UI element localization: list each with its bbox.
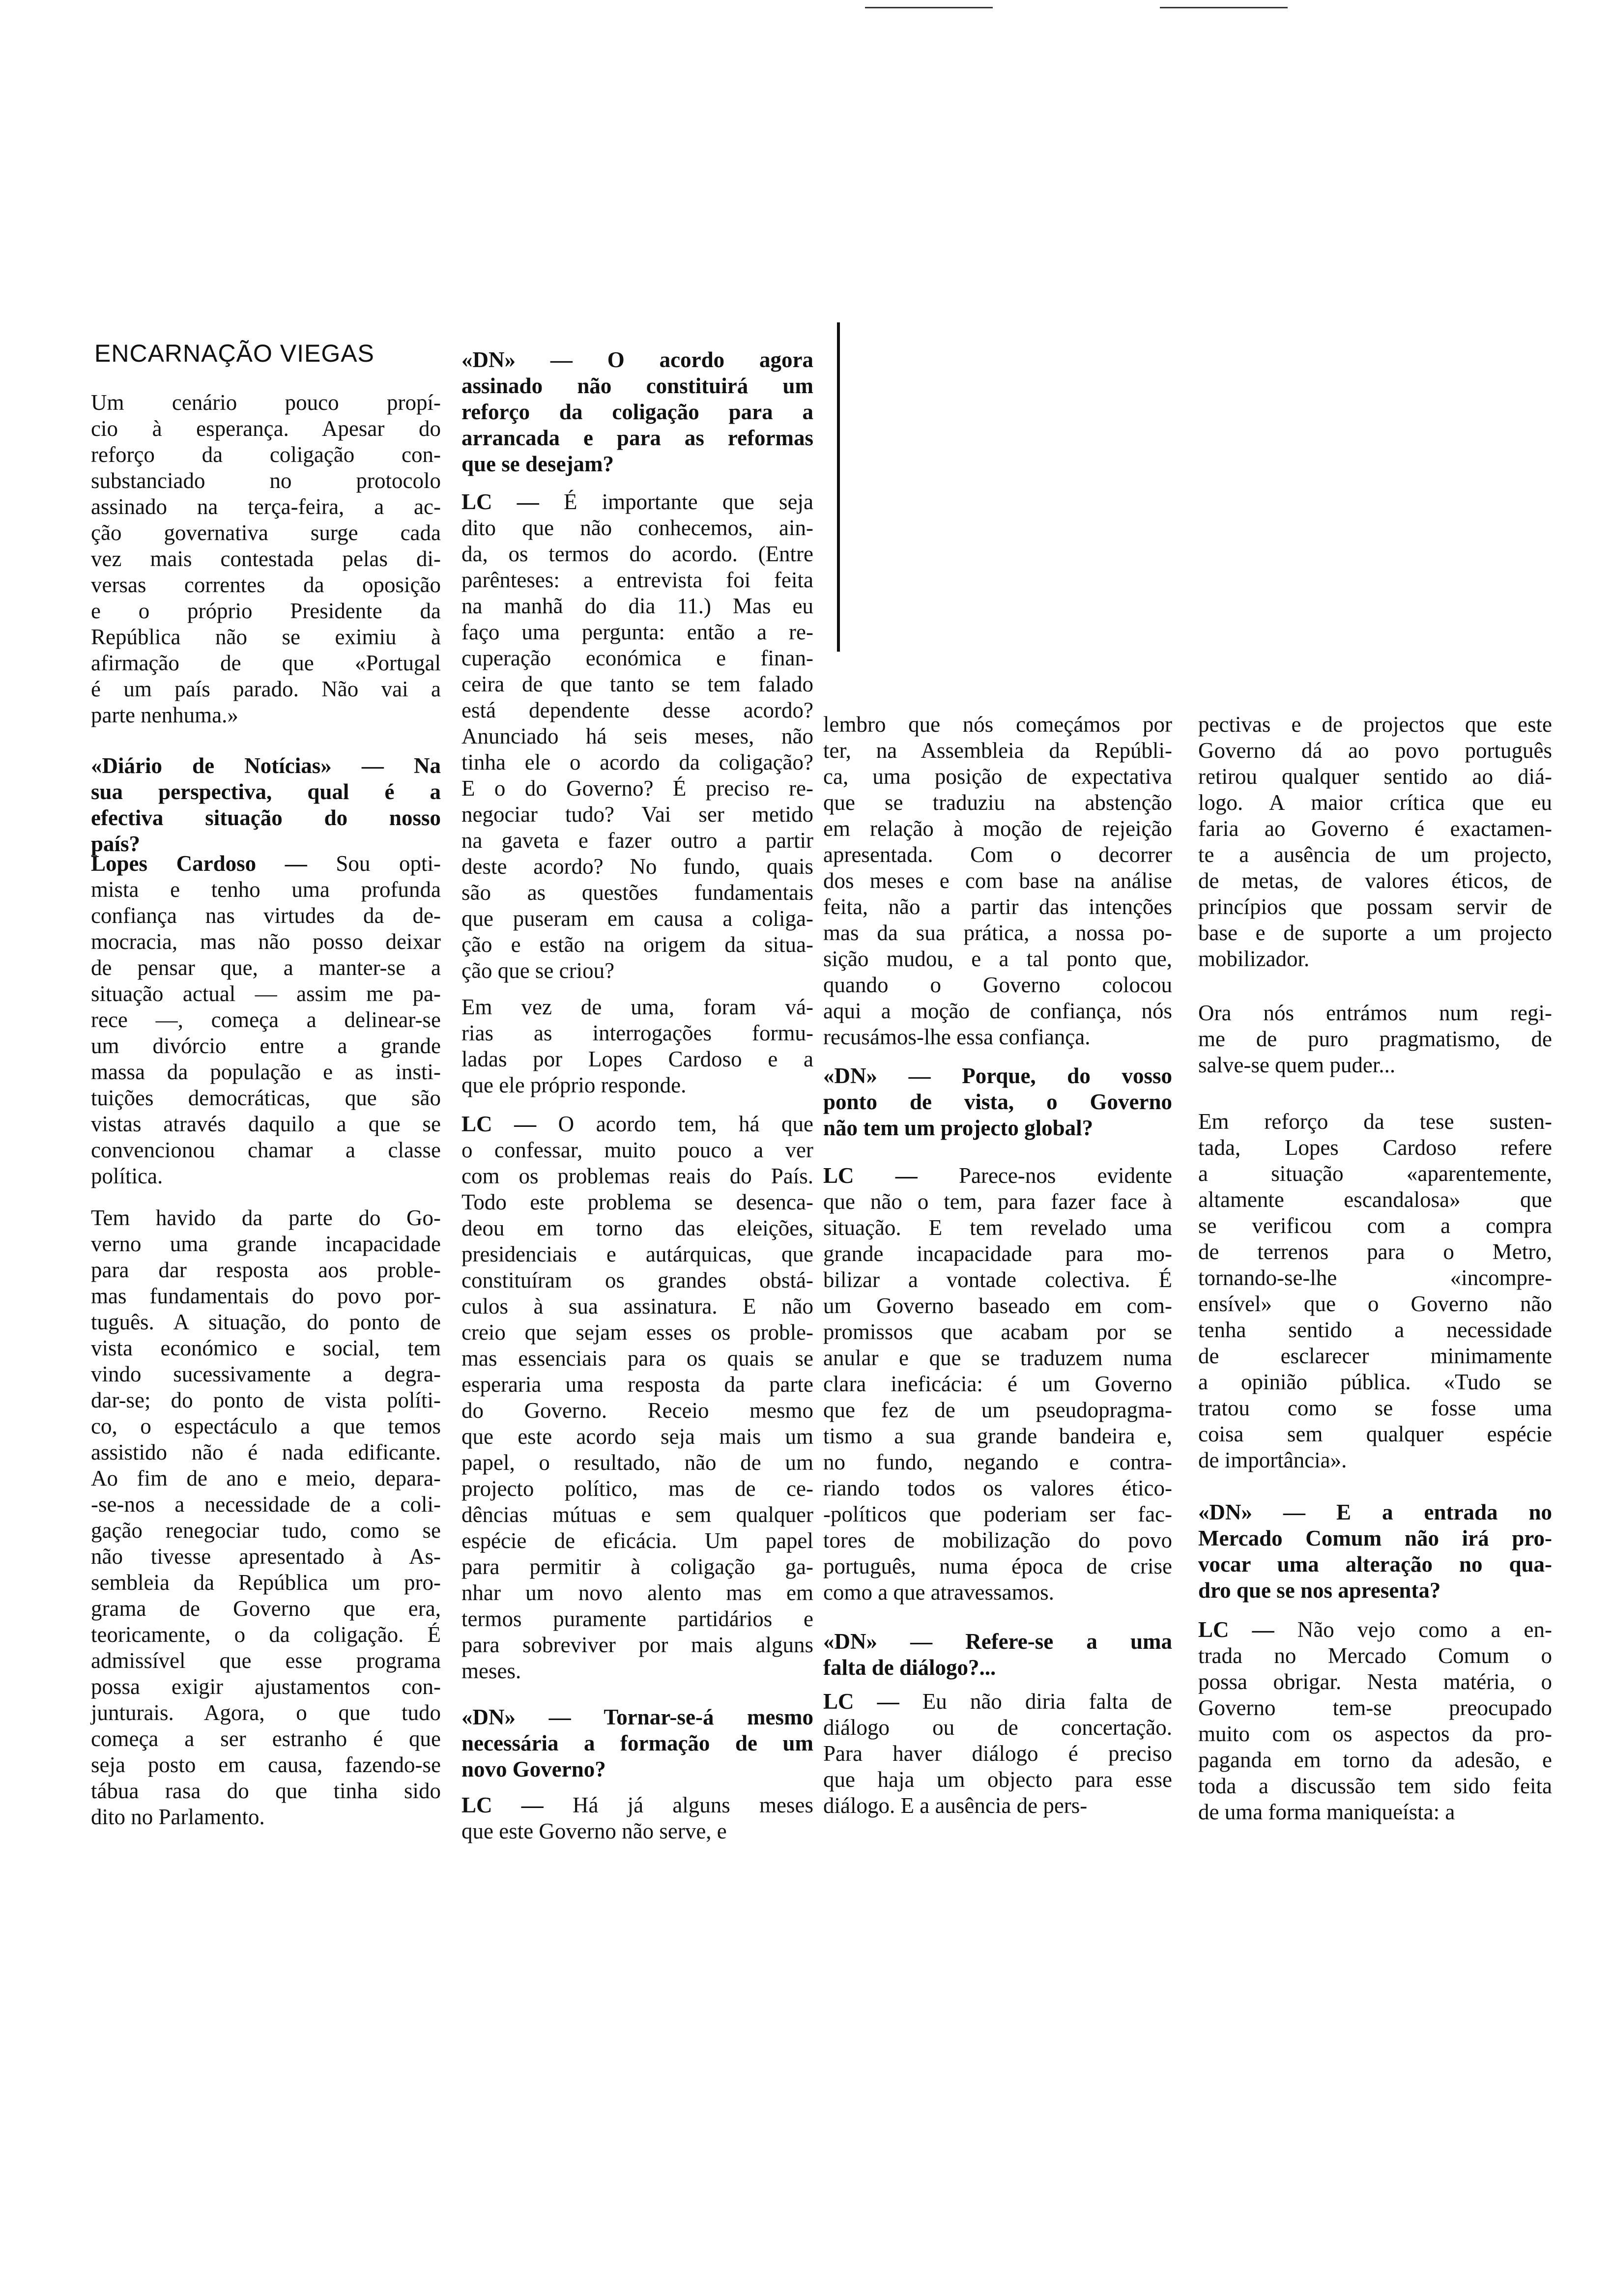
article-paragraph — [1198, 712, 1552, 972]
article-paragraph — [1198, 1109, 1552, 1473]
text-line: convencionou chamar a classe — [91, 1138, 441, 1162]
text-line: «Diário de Notícias» — Na — [91, 753, 441, 778]
text-line: português, numa época de crise — [823, 1554, 1172, 1578]
interview-question — [91, 753, 441, 857]
text-line: «DN» — O acordo agora — [461, 347, 813, 372]
text-line: tismo a sua grande bandeira e, — [823, 1424, 1172, 1448]
text-line: a opinião pública. «Tudo se — [1198, 1370, 1552, 1394]
text-line: admissível que esse programa — [91, 1648, 441, 1673]
text-line: que puseram em causa a coliga- — [461, 906, 813, 931]
interview-question — [461, 347, 813, 477]
text-line: seja posto em causa, fazendo-se — [91, 1752, 441, 1777]
text-line: dar-se; do ponto de vista políti- — [91, 1388, 441, 1412]
text-line: necessária a formação de um — [461, 1731, 813, 1755]
speaker-label: LC — — [823, 1689, 899, 1714]
text-line: toda a discussão tem sido feita — [1198, 1774, 1552, 1798]
text-line: altamente escandalosa» que — [1198, 1187, 1552, 1212]
article-paragraph — [91, 851, 441, 1189]
text-line: de esclarecer minimamente — [1198, 1344, 1552, 1368]
article-paragraph — [823, 712, 1172, 1050]
text-line: tenha sentido a necessidade — [1198, 1318, 1552, 1342]
text-line: novo Governo? — [461, 1757, 606, 1781]
text-line: Para haver diálogo é preciso — [823, 1741, 1172, 1766]
article-paragraph — [1198, 1617, 1552, 1825]
text-line: substanciado no protocolo — [91, 468, 441, 493]
text-line — [823, 1689, 1172, 1715]
text-line: ção que se criou? — [461, 958, 615, 983]
text-line: como a que atravessamos. — [823, 1580, 1054, 1605]
text-line: diálogo ou de concertação. — [823, 1715, 1172, 1740]
text-line: pectivas e de projectos que este — [1198, 712, 1552, 737]
text-line-content: Há já alguns meses — [543, 1793, 813, 1817]
text-line — [1198, 1617, 1552, 1643]
text-line: gação renegociar tudo, como se — [91, 1518, 441, 1543]
text-line: ensível» que o Governo não — [1198, 1292, 1552, 1316]
text-line: possa obrigar. Nesta matéria, o — [1198, 1669, 1552, 1694]
article-paragraph — [461, 489, 813, 984]
text-line: dências mútuas e sem qualquer — [461, 1502, 813, 1527]
text-line: clara ineficácia: é um Governo — [823, 1372, 1172, 1396]
text-line: co, o espectáculo a que temos — [91, 1414, 441, 1438]
text-line: um divórcio entre a grande — [91, 1033, 441, 1058]
text-line: papel, o resultado, não de um — [461, 1450, 813, 1475]
text-line: «DN» — Porque, do vosso — [823, 1063, 1172, 1088]
text-line: rece —, começa a delinear-se — [91, 1007, 441, 1032]
text-line: é um país parado. Não vai a — [91, 677, 441, 701]
speaker-label: LC — — [461, 1112, 537, 1136]
text-line: retirou qualquer sentido ao diá- — [1198, 764, 1552, 789]
text-line: vistas através daquilo a que se — [91, 1112, 441, 1136]
text-line: lembro que nós começámos por — [823, 712, 1172, 737]
text-line: diálogo. E a ausência de pers- — [823, 1793, 1088, 1818]
text-line: está dependente desse acordo? — [461, 698, 813, 722]
text-line — [823, 1163, 1172, 1189]
text-line: parte nenhuma.» — [91, 703, 238, 727]
text-line: teoricamente, o da coligação. É — [91, 1622, 441, 1647]
text-line: me de puro pragmatismo, de — [1198, 1027, 1552, 1051]
text-line: vindo sucessivamente a degra- — [91, 1362, 441, 1386]
text-line: que este Governo não serve, e — [461, 1819, 727, 1843]
text-line: que fez de um pseudopragma- — [823, 1398, 1172, 1422]
text-line: mobilizador. — [1198, 947, 1310, 971]
article-paragraph — [91, 1205, 441, 1830]
text-line: paganda em torno da adesão, e — [1198, 1748, 1552, 1772]
text-line: tada, Lopes Cardoso refere — [1198, 1135, 1552, 1160]
text-line: recusámos-lhe essa confiança. — [823, 1025, 1091, 1049]
text-line: ção e estão na origem da situa- — [461, 932, 813, 957]
text-line: espécie de eficácia. Um papel — [461, 1528, 813, 1553]
text-line: nhar um novo alento mas em — [461, 1580, 813, 1605]
text-line: que haja um objecto para esse — [823, 1767, 1172, 1792]
text-line: projecto político, mas de ce- — [461, 1476, 813, 1501]
text-line: mas fundamentais do povo por- — [91, 1284, 441, 1308]
text-line: versas correntes da oposição — [91, 573, 441, 597]
text-line: Um cenário pouco propí- — [91, 390, 441, 415]
text-line: «DN» — E a entrada no — [1198, 1500, 1552, 1524]
text-line: ladas por Lopes Cardoso e a — [461, 1047, 813, 1071]
text-line: a situação «aparentemente, — [1198, 1161, 1552, 1186]
text-line: deste acordo? No fundo, quais — [461, 854, 813, 879]
text-line-content: É importante que seja — [539, 489, 813, 514]
text-line: para dar resposta aos proble- — [91, 1258, 441, 1282]
text-line: faço uma pergunta: então a re- — [461, 620, 813, 644]
text-line: de terrenos para o Metro, — [1198, 1239, 1552, 1264]
text-line: presidenciais e autárquicas, que — [461, 1242, 813, 1266]
article-paragraph — [461, 994, 813, 1098]
text-line: do Governo. Receio mesmo — [461, 1398, 813, 1423]
text-line: que ele próprio responde. — [461, 1073, 687, 1097]
text-line: muito com os aspectos da pro- — [1198, 1722, 1552, 1746]
text-line: termos puramente partidários e — [461, 1607, 813, 1631]
text-line: constituíram os grandes obstá- — [461, 1268, 813, 1292]
text-line: de importância». — [1198, 1448, 1347, 1472]
text-line: são as questões fundamentais — [461, 880, 813, 905]
text-line: vocar uma alteração no qua- — [1198, 1552, 1552, 1577]
text-line: Governo dá ao povo português — [1198, 738, 1552, 763]
text-line: coisa sem qualquer espécie — [1198, 1422, 1552, 1446]
text-line: mocracia, mas não posso deixar — [91, 929, 441, 954]
text-line: anular e que se traduzem numa — [823, 1346, 1172, 1370]
text-line: Ao fim de ano e meio, depara- — [91, 1466, 441, 1491]
interview-question — [823, 1063, 1172, 1141]
text-line: de metas, de valores éticos, de — [1198, 868, 1552, 893]
text-line: -se-nos a necessidade de a coli- — [91, 1492, 441, 1517]
text-line: ter, na Assembleia da Repúbli- — [823, 738, 1172, 763]
text-line: com os problemas reais do País. — [461, 1164, 813, 1188]
text-line: assinado na terça-feira, a ac- — [91, 494, 441, 519]
text-line: ceira de que tanto se tem falado — [461, 672, 813, 696]
text-line: bilizar a vontade colectiva. É — [823, 1267, 1172, 1292]
scan-mark — [1160, 7, 1288, 8]
speaker-label: LC — — [461, 1793, 544, 1817]
text-line: e o próprio Presidente da — [91, 599, 441, 623]
text-line — [91, 851, 441, 877]
text-line: assistido não é nada edificante. — [91, 1440, 441, 1464]
article-paragraph — [823, 1689, 1172, 1819]
text-line: faria ao Governo é exactamen- — [1198, 816, 1552, 841]
text-line: ponto de vista, o Governo — [823, 1090, 1172, 1114]
text-line: rias as interrogações formu- — [461, 1021, 813, 1045]
text-line: princípios que possam servir de — [1198, 894, 1552, 919]
text-line: junturais. Agora, o que tudo — [91, 1700, 441, 1725]
text-line: tornando-se-lhe «incompre- — [1198, 1265, 1552, 1290]
text-line: política. — [91, 1164, 163, 1188]
text-line: vista económico e social, tem — [91, 1336, 441, 1360]
text-line: não tem um projecto global? — [823, 1116, 1094, 1140]
text-line: promissos que acabam por se — [823, 1320, 1172, 1344]
text-line: confiança nas virtudes da de- — [91, 903, 441, 928]
text-line: reforço da coligação para a — [461, 400, 813, 424]
text-line: negociar tudo? Vai ser metido — [461, 802, 813, 827]
text-line: da, os termos do acordo. (Entre — [461, 542, 813, 566]
text-line: que não o tem, para fazer face à — [823, 1189, 1172, 1214]
text-line: «DN» — Refere-se a uma — [823, 1629, 1172, 1654]
text-line: possa exigir ajustamentos con- — [91, 1674, 441, 1699]
scan-mark — [865, 7, 993, 8]
text-line: ca, uma posição de expectativa — [823, 764, 1172, 789]
column-rule — [837, 322, 840, 652]
text-line — [461, 1792, 813, 1818]
text-line: se verificou com a compra — [1198, 1213, 1552, 1238]
text-line: tábua rasa do que tinha sido — [91, 1779, 441, 1803]
speaker-label: LC — — [823, 1163, 918, 1188]
text-line: ção governativa surge cada — [91, 520, 441, 545]
text-line: grama de Governo que era, — [91, 1596, 441, 1621]
text-line: em relação à moção de rejeição — [823, 816, 1172, 841]
text-line: te a ausência de um projecto, — [1198, 842, 1552, 867]
article-paragraph — [823, 1163, 1172, 1606]
text-line: salve-se quem puder... — [1198, 1053, 1396, 1077]
text-line: verno uma grande incapacidade — [91, 1232, 441, 1256]
text-line: sua perspectiva, qual é a — [91, 779, 441, 804]
text-line: tratou como se fosse uma — [1198, 1396, 1552, 1420]
text-line: não tivesse apresentado à As- — [91, 1544, 441, 1569]
text-line: dro que se nos apresenta? — [1198, 1578, 1441, 1603]
text-line: massa da população e as insti- — [91, 1060, 441, 1084]
text-line — [461, 1111, 813, 1137]
text-line: «DN» — Tornar-se-á mesmo — [461, 1705, 813, 1729]
text-line: arrancada e para as reformas — [461, 426, 813, 450]
article-byline: ENCARNAÇÃO VIEGAS — [94, 340, 374, 367]
text-line: esperaria uma resposta da parte — [461, 1372, 813, 1397]
text-line-content: Parece-nos evidente — [917, 1163, 1172, 1188]
interview-question — [823, 1629, 1172, 1681]
text-line: culos à sua assinatura. E não — [461, 1294, 813, 1319]
text-line: situação. E tem revelado uma — [823, 1215, 1172, 1240]
text-line: sembleia da República um pro- — [91, 1570, 441, 1595]
text-line: de uma forma maniqueísta: a — [1198, 1800, 1455, 1824]
text-line: vez mais contestada pelas di- — [91, 546, 441, 571]
speaker-label: LC — — [1198, 1617, 1274, 1642]
text-line: o confessar, muito pouco a ver — [461, 1138, 813, 1162]
text-line: mista e tenho uma profunda — [91, 877, 441, 902]
speaker-label: LC — — [461, 489, 539, 514]
text-line: mas essenciais para os quais se — [461, 1346, 813, 1371]
speaker-label: Lopes Cardoso — — [91, 851, 307, 876]
text-line: na gaveta e fazer outro a partir — [461, 828, 813, 853]
text-line: Mercado Comum não irá pro- — [1198, 1526, 1552, 1550]
text-line: -políticos que poderiam ser fac- — [823, 1502, 1172, 1526]
text-line: efectiva situação do nosso — [91, 805, 441, 830]
text-line: quando o Governo colocou — [823, 973, 1172, 997]
text-line: Em vez de uma, foram vá- — [461, 995, 813, 1019]
text-line: para permitir à coligação ga- — [461, 1554, 813, 1579]
text-line: reforço da coligação con- — [91, 442, 441, 467]
text-line: assinado não constituirá um — [461, 373, 813, 398]
text-line: grande incapacidade para mo- — [823, 1241, 1172, 1266]
text-line: República não se eximiu à — [91, 625, 441, 649]
text-line: tuições democráticas, que são — [91, 1086, 441, 1110]
text-line: apresentada. Com o decorrer — [823, 842, 1172, 867]
text-line: que este acordo seja mais um — [461, 1424, 813, 1449]
text-line: Anunciado há seis meses, não — [461, 724, 813, 748]
text-line: tinha ele o acordo da coligação? — [461, 750, 813, 775]
text-line: um Governo baseado em com- — [823, 1293, 1172, 1318]
text-line: tuguês. A situação, do ponto de — [91, 1310, 441, 1334]
text-line: país? — [91, 832, 141, 856]
interview-question — [1198, 1499, 1552, 1604]
text-line: trada no Mercado Comum o — [1198, 1643, 1552, 1668]
text-line: feita, não a partir das intenções — [823, 894, 1172, 919]
text-line: falta de diálogo?... — [823, 1655, 996, 1680]
text-line: cio à esperança. Apesar do — [91, 416, 441, 441]
text-line: que se traduziu na abstenção — [823, 790, 1172, 815]
text-line: dito que não conhecemos, ain- — [461, 516, 813, 540]
text-line: Ora nós entrámos num regi- — [1198, 1001, 1552, 1025]
text-line: logo. A maior crítica que eu — [1198, 790, 1552, 815]
text-line: deou em torno das eleições, — [461, 1216, 813, 1240]
text-line: situação actual — assim me pa- — [91, 981, 441, 1006]
text-line: dos meses e com base na análise — [823, 868, 1172, 893]
text-line: Tem havido da parte do Go- — [91, 1205, 441, 1230]
text-line: no fundo, negando e contra- — [823, 1450, 1172, 1474]
article-paragraph — [461, 1792, 813, 1844]
text-line: mas da sua prática, a nossa po- — [823, 920, 1172, 945]
text-line: aqui a moção de confiança, nós — [823, 999, 1172, 1023]
text-line: afirmação de que «Portugal — [91, 651, 441, 675]
text-line: começa a ser estranho é que — [91, 1726, 441, 1751]
text-line — [461, 489, 813, 515]
article-paragraph — [1198, 1000, 1552, 1078]
text-line: sição mudou, e a tal ponto que, — [823, 947, 1172, 971]
text-line: E o do Governo? É preciso re- — [461, 776, 813, 801]
text-line: Em reforço da tese susten- — [1198, 1109, 1552, 1134]
text-line: base e de suporte a um projecto — [1198, 920, 1552, 945]
text-line-content: Eu não diria falta de — [899, 1689, 1172, 1714]
text-line: Governo tem-se preocupado — [1198, 1695, 1552, 1720]
text-line: tores de mobilização do povo — [823, 1528, 1172, 1552]
article-paragraph — [461, 1111, 813, 1684]
text-line: riando todos os valores ético- — [823, 1476, 1172, 1500]
text-line: dito no Parlamento. — [91, 1805, 265, 1829]
text-line: para sobreviver por mais alguns — [461, 1633, 813, 1657]
text-line-content: Não vejo como a en- — [1274, 1617, 1552, 1642]
article-paragraph — [91, 390, 441, 728]
text-line: meses. — [461, 1659, 521, 1683]
text-line: que se desejam? — [461, 452, 614, 476]
text-line: parênteses: a entrevista foi feita — [461, 568, 813, 592]
text-line: cuperação económica e finan- — [461, 646, 813, 670]
text-line: Todo este problema se desenca- — [461, 1190, 813, 1214]
text-line: de pensar que, a manter-se a — [91, 955, 441, 980]
text-line: creio que sejam esses os proble- — [461, 1320, 813, 1345]
text-line-content: O acordo tem, há que — [536, 1112, 813, 1136]
text-line: na manhã do dia 11.) Mas eu — [461, 594, 813, 618]
text-line-content: Sou opti- — [307, 851, 441, 876]
interview-question — [461, 1704, 813, 1782]
